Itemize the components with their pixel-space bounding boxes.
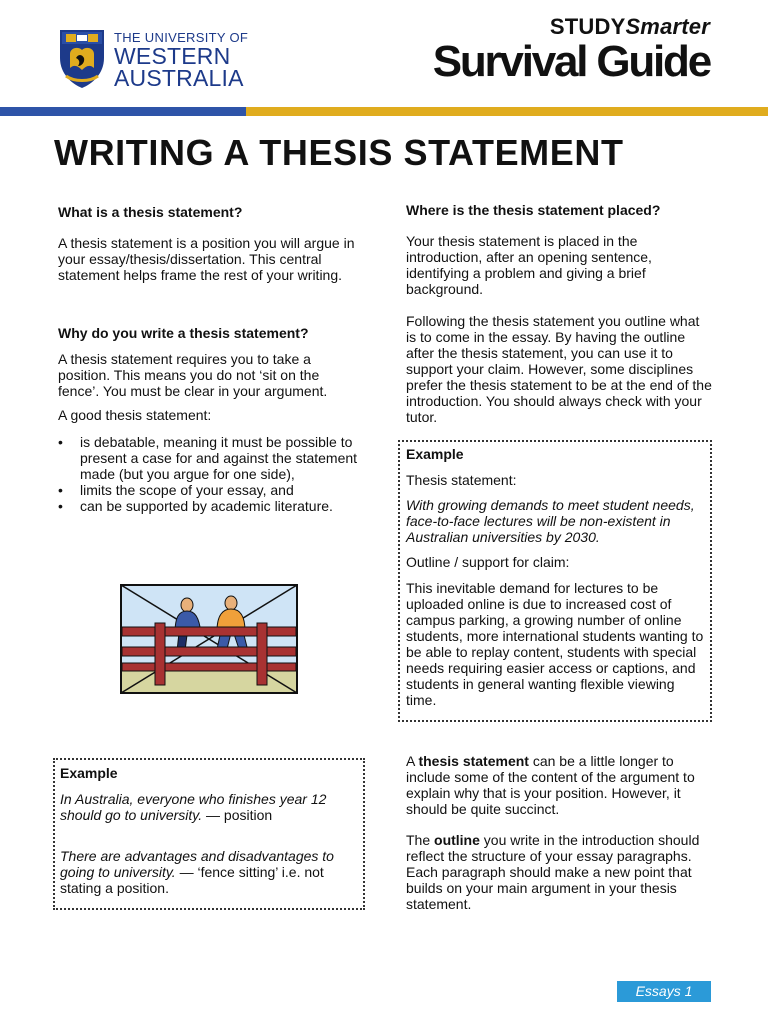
left-answer-1: A thesis statement is a position you will argue in your essay/thesis/dissertation. This central statement helps frame the rest of your writing. xyxy=(58,235,355,283)
right-answer-2: Following the thesis statement you outline what is to come in the essay. By having the outline after the thesis statement, you can use it to support your claim. However, some disciplines prefer the thesis statement to be at the end of the introduction. You should always check with your tutor. xyxy=(406,313,712,425)
thesis-statement-term: thesis statement xyxy=(418,753,529,769)
crest-icon xyxy=(56,28,108,90)
thesis-example-text: With growing demands to meet student needs, face-to-face lectures will be non-existent in Australian universities by 2030. xyxy=(406,497,695,545)
thesis-label: Thesis statement: xyxy=(406,472,517,488)
right-question-1: Where is the thesis statement placed? xyxy=(406,202,661,218)
brand-tagline xyxy=(433,16,710,38)
example-fence-sitting xyxy=(60,848,360,896)
footer-section-badge: Essays 1 xyxy=(617,981,711,1002)
example-heading-right: Example xyxy=(406,446,464,462)
example-fence-note: — ‘fence sitting’ i.e. not stating a position. xyxy=(60,864,324,896)
brand-study: STUDY xyxy=(549,14,626,39)
fence-sitting-illustration xyxy=(119,583,299,695)
good-thesis-intro: A good thesis statement: xyxy=(58,407,212,423)
university-logo xyxy=(56,28,249,92)
example-position-text: In Australia, everyone who finishes year 12 should go to university. xyxy=(60,791,327,823)
page-title: WRITING A THESIS STATEMENT xyxy=(54,132,624,173)
text-span: A xyxy=(406,753,419,769)
brand-title: Survival Guide xyxy=(432,37,710,86)
university-name-line3: AUSTRALIA xyxy=(114,65,244,91)
list-item: • can be supported by academic literature. xyxy=(58,498,362,514)
left-question-2: Why do you write a thesis statement? xyxy=(58,325,309,341)
example-fence-text: There are advantages and disadvantages to going to university. xyxy=(60,848,334,880)
header-rule-gold xyxy=(246,107,768,116)
outline-example-text: This inevitable demand for lectures to be uploaded online is due to increased cost of campus parking, a growing number of online students, more international students wanting to be able to replay content, students with special needs requiring easier access or captions, and students in general wanting flexible viewing time. xyxy=(406,580,704,708)
example-position-note: — position xyxy=(202,807,273,823)
outline-paragraph xyxy=(406,832,712,912)
good-thesis-list xyxy=(58,434,362,514)
outline-term: outline xyxy=(434,832,480,848)
right-answer-1: Your thesis statement is placed in the introduction, after an opening sentence, identifying a problem and giving a brief background. xyxy=(406,233,652,297)
list-item: • limits the scope of your essay, and xyxy=(58,482,362,498)
text-span: can be a little longer to include some of the content of the argument to explain why that is your position. However, it should be quite succinct. xyxy=(406,753,695,817)
text-span: you write in the introduction should reflect the structure of your essay paragraphs. Each paragraph should make a new point that builds on your main argument in your thesis statement. xyxy=(406,832,700,912)
left-answer-2: A thesis statement requires you to take a position. This means you do not ‘sit on the fence’. You must be clear in your argument. xyxy=(58,351,328,399)
header-rule-blue xyxy=(0,107,246,116)
study-smarter-brand xyxy=(433,16,710,84)
thesis-length-paragraph xyxy=(406,753,716,817)
example-heading-left: Example xyxy=(60,765,118,781)
left-question-1: What is a thesis statement? xyxy=(58,204,243,220)
text-span: The xyxy=(406,832,435,848)
list-item: • is debatable, meaning it must be possible to present a case for and against the statement made (but you argue for one side), xyxy=(58,434,362,482)
university-name-line1: THE UNIVERSITY OF xyxy=(114,30,249,45)
example-position xyxy=(60,791,360,823)
brand-smarter: Smarter xyxy=(625,14,710,39)
university-name-line2: WESTERN xyxy=(114,43,231,69)
outline-label: Outline / support for claim: xyxy=(406,554,570,570)
